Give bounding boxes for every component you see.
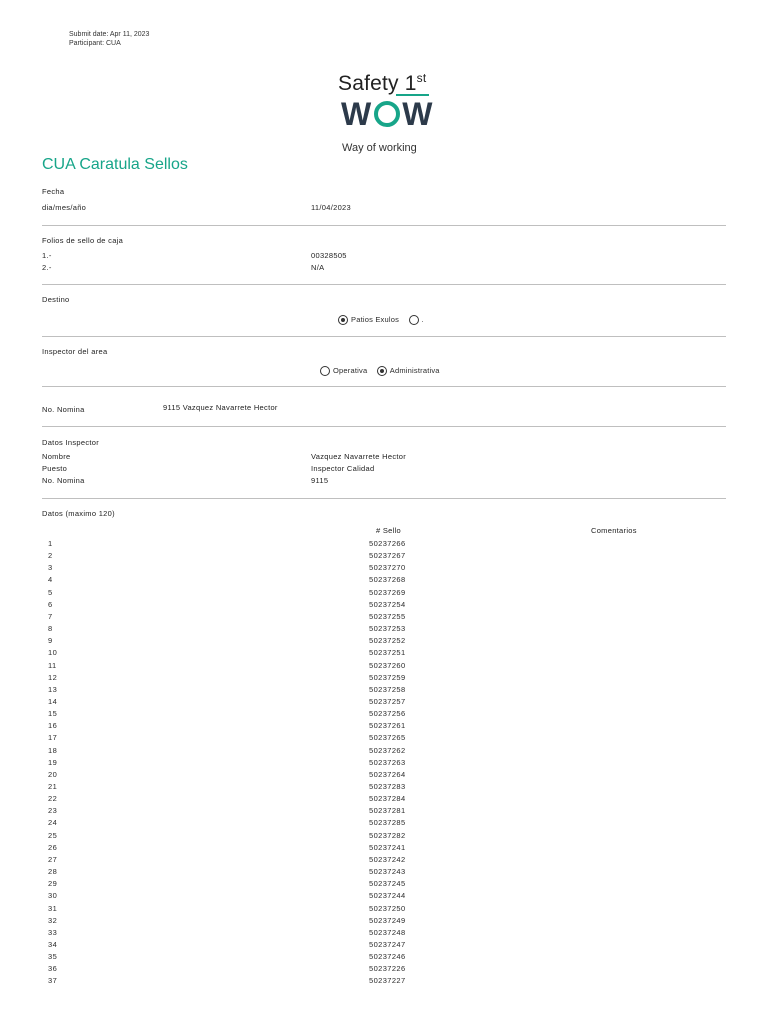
table-row — [0, 904, 768, 916]
row-number: 26 — [48, 842, 58, 852]
row-number: 30 — [48, 891, 58, 901]
page-title: CUA Caratula Sellos — [42, 156, 188, 173]
row-number: 18 — [48, 745, 58, 755]
table-row — [0, 770, 768, 782]
table-row — [0, 624, 768, 636]
table-row — [0, 636, 768, 648]
table-row — [0, 539, 768, 551]
row-number: 24 — [48, 818, 58, 828]
row-sello: 50237270 — [369, 563, 406, 573]
row-sello: 50237267 — [369, 551, 406, 561]
row-sello: 50237248 — [369, 927, 406, 937]
row-sello: 50237284 — [369, 794, 406, 804]
folios-label: Folios de sello de caja — [42, 236, 124, 245]
divider — [42, 426, 726, 427]
inspector-option-label: Operativa — [333, 366, 368, 376]
row-number: 29 — [48, 879, 58, 889]
divider — [42, 284, 726, 285]
row-sello: 50237256 — [369, 709, 406, 719]
participant: Participant: CUA — [69, 40, 121, 47]
nomina-value: 9115 Vazquez Navarrete Hector — [163, 403, 278, 412]
table-row — [0, 733, 768, 745]
destino-option-label: Patios Exulos — [351, 315, 400, 325]
row-sello: 50237253 — [369, 624, 406, 634]
table-row — [0, 976, 768, 988]
row-sello: 50237258 — [369, 684, 406, 694]
inspector-field-label: No. Nomina — [42, 476, 85, 485]
row-sello: 50237227 — [369, 976, 406, 986]
table-row — [0, 855, 768, 867]
table-row — [0, 661, 768, 673]
logo-subtitle: Way of working — [342, 142, 417, 154]
row-sello: 50237226 — [369, 964, 406, 974]
row-number: 6 — [48, 599, 53, 609]
destino-label: Destino — [42, 295, 70, 304]
inspector-area-radio-group — [320, 362, 445, 380]
row-sello: 50237244 — [369, 891, 406, 901]
table-row — [0, 575, 768, 587]
row-number: 8 — [48, 624, 53, 634]
divider — [42, 225, 726, 226]
inspector-field-label: Puesto — [42, 464, 68, 473]
row-sello: 50237269 — [369, 587, 406, 597]
safety-first-logo — [338, 72, 438, 154]
table-row — [0, 782, 768, 794]
row-sello: 50237242 — [369, 854, 406, 864]
table-row — [0, 928, 768, 940]
row-sello: 50237250 — [369, 903, 406, 913]
folio-value: 00328505 — [311, 251, 347, 260]
table-row — [0, 746, 768, 758]
col-sello-header: # Sello — [376, 526, 402, 535]
row-sello: 50237261 — [369, 721, 406, 731]
row-sello: 50237252 — [369, 636, 406, 646]
row-number: 1 — [48, 539, 53, 548]
table-row — [0, 891, 768, 903]
row-number: 37 — [48, 976, 58, 986]
logo-sup: st — [416, 71, 427, 85]
row-number: 28 — [48, 867, 58, 877]
row-number: 25 — [48, 830, 58, 840]
table-row — [0, 952, 768, 964]
row-number: 14 — [48, 696, 58, 706]
row-sello: 50237268 — [369, 575, 406, 585]
row-number: 11 — [48, 660, 57, 670]
row-sello: 50237260 — [369, 660, 406, 670]
row-number: 23 — [48, 806, 58, 816]
row-sello: 50237251 — [369, 648, 406, 658]
row-number: 36 — [48, 964, 58, 974]
nomina-label: No. Nomina — [42, 405, 85, 414]
folio-num: 1.- — [42, 251, 52, 260]
row-sello: 50237281 — [369, 806, 406, 816]
row-sello: 50237243 — [369, 867, 406, 877]
table-row — [0, 831, 768, 843]
table-row — [0, 648, 768, 660]
folio-num: 2.- — [42, 263, 52, 272]
divider — [42, 498, 726, 499]
row-sello: 50237264 — [369, 769, 406, 779]
table-row — [0, 685, 768, 697]
table-row — [0, 843, 768, 855]
row-sello: 50237285 — [369, 818, 406, 828]
table-row — [0, 600, 768, 612]
inspector-field-label: Nombre — [42, 452, 71, 461]
inspector-field-value: Inspector Calidad — [311, 464, 375, 473]
destino-radio-other[interactable] — [409, 315, 419, 325]
row-sello: 50237257 — [369, 696, 406, 706]
row-number: 15 — [48, 709, 58, 719]
logo-wow: W W — [341, 96, 434, 132]
fecha-value: 11/04/2023 — [311, 203, 351, 212]
table-row — [0, 709, 768, 721]
table-row — [0, 563, 768, 575]
row-number: 13 — [48, 684, 58, 694]
row-number: 9 — [48, 636, 53, 646]
table-row — [0, 818, 768, 830]
table-row — [0, 916, 768, 928]
destino-option-label: . — [421, 315, 424, 325]
table-row — [0, 673, 768, 685]
row-sello: 50237262 — [369, 745, 406, 755]
table-row — [0, 964, 768, 976]
row-sello: 50237245 — [369, 879, 406, 889]
inspector-option-label: Administrativa — [389, 366, 440, 376]
row-number: 5 — [48, 587, 53, 597]
row-number: 22 — [48, 794, 58, 804]
row-sello: 50237282 — [369, 830, 406, 840]
row-sello: 50237255 — [369, 611, 406, 621]
row-sello: 50237266 — [369, 539, 406, 548]
col-comentarios-header: Comentarios — [591, 526, 637, 535]
row-number: 12 — [48, 672, 58, 682]
fecha-label: Fecha — [42, 187, 65, 196]
table-row — [0, 697, 768, 709]
row-sello: 50237259 — [369, 672, 406, 682]
datos-label: Datos (maximo 120) — [42, 509, 115, 518]
row-number: 17 — [48, 733, 58, 743]
table-row — [0, 721, 768, 733]
row-number: 19 — [48, 757, 58, 767]
row-number: 10 — [48, 648, 58, 658]
inspector-field-value: Vazquez Navarrete Hector — [311, 452, 407, 461]
row-sello: 50237246 — [369, 952, 406, 962]
destino-radio-group — [338, 311, 429, 329]
destino-radio-patios[interactable] — [338, 315, 348, 325]
table-row — [0, 867, 768, 879]
row-number: 27 — [48, 854, 58, 864]
fecha-sub-label: dia/mes/año — [42, 203, 87, 212]
row-number: 33 — [48, 927, 58, 937]
row-number: 31 — [48, 903, 58, 913]
table-row — [0, 806, 768, 818]
logo-safety-text: Safety 1 — [338, 72, 417, 95]
row-sello: 50237254 — [369, 599, 406, 609]
inspector-field-value: 9115 — [311, 476, 329, 485]
divider — [42, 336, 726, 337]
table-row — [0, 940, 768, 952]
row-number: 7 — [48, 611, 53, 621]
row-number: 3 — [48, 563, 53, 573]
row-sello: 50237241 — [369, 842, 406, 852]
divider — [42, 386, 726, 387]
row-sello: 50237249 — [369, 915, 406, 925]
row-sello: 50237263 — [369, 757, 406, 767]
row-number: 20 — [48, 769, 58, 779]
row-sello: 50237283 — [369, 782, 406, 791]
row-number: 16 — [48, 721, 58, 731]
table-row — [0, 758, 768, 770]
submit-date: Submit date: Apr 11, 2023 — [69, 31, 150, 38]
row-number: 32 — [48, 915, 58, 925]
row-number: 4 — [48, 575, 53, 585]
inspector-area-label: Inspector del area — [42, 347, 108, 356]
table-row — [0, 794, 768, 806]
row-sello: 50237247 — [369, 939, 406, 949]
inspector-radio-administrativa[interactable] — [377, 366, 387, 376]
row-number: 21 — [48, 782, 58, 791]
folio-value: N/A — [311, 263, 325, 272]
table-row — [0, 551, 768, 563]
inspector-radio-operativa[interactable] — [320, 366, 330, 376]
table-row — [0, 588, 768, 600]
row-sello: 50237265 — [369, 733, 406, 743]
table-row — [0, 879, 768, 891]
row-number: 34 — [48, 939, 58, 949]
row-number: 2 — [48, 551, 53, 561]
table-row — [0, 612, 768, 624]
row-number: 35 — [48, 952, 58, 962]
datos-inspector-label: Datos Inspector — [42, 438, 100, 447]
wow-circle-icon — [374, 101, 400, 127]
